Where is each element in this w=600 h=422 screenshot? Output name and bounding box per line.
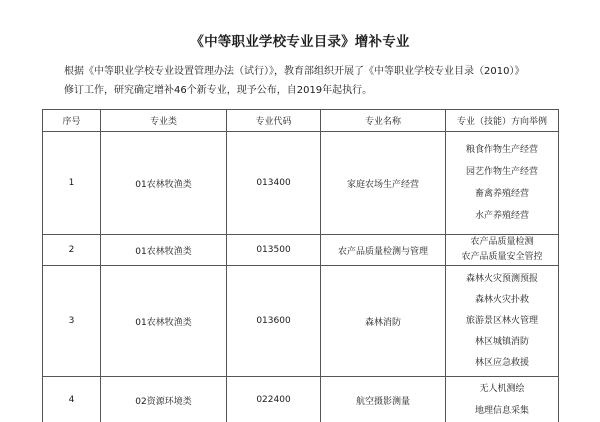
intro-line-1: 根据《中等职业学校专业设置管理办法（试行）》，教育部组织开展了《中等职业学校专业目录（2010）》 [64, 66, 525, 77]
cell-category: 01农林牧渔类 [101, 266, 227, 377]
direction-item: 森林火灾扑救 [474, 294, 529, 305]
table-row [43, 132, 559, 235]
cell-seq: 4 [43, 377, 101, 422]
intro-paragraph [64, 62, 564, 100]
cell-seq: 3 [43, 266, 101, 377]
direction-item: 农产品质量检测 [470, 237, 534, 247]
direction-item: 粮食作物生产经营 [465, 145, 538, 155]
cell-directions [446, 266, 559, 377]
cell-directions [446, 377, 559, 422]
cell-code: 013400 [227, 132, 321, 235]
direction-item: 无人机测绘 [479, 384, 525, 394]
cell-name: 农产品质量检测与管理 [321, 235, 446, 266]
table-row [43, 266, 559, 377]
table-row [43, 235, 559, 266]
header-directions: 专业（技能）方向举例 [446, 110, 559, 132]
cell-name: 家庭农场生产经营 [321, 132, 446, 235]
cell-code: 022400 [227, 377, 321, 422]
table-header-row [43, 110, 559, 132]
direction-item: 森林火灾预测预报 [465, 273, 538, 284]
direction-item: 农产品质量安全管控 [461, 252, 543, 262]
header-name: 专业名称 [321, 110, 446, 132]
cell-seq: 1 [43, 132, 101, 235]
cell-code: 013600 [227, 266, 321, 377]
direction-item: 林区城镇消防 [474, 336, 529, 347]
table-row [43, 377, 559, 422]
cell-name: 森林消防 [321, 266, 446, 377]
page-title: 《中等职业学校专业目录》增补专业 [190, 34, 410, 50]
cell-seq: 2 [43, 235, 101, 266]
header-code: 专业代码 [227, 110, 321, 132]
direction-item: 旅游景区林火管理 [465, 315, 538, 326]
majors-table [42, 109, 559, 422]
direction-item: 园艺作物生产经营 [465, 167, 538, 177]
header-seq: 序号 [43, 110, 101, 132]
direction-item: 林区应急救援 [474, 357, 529, 368]
cell-category: 01农林牧渔类 [101, 132, 227, 235]
header-category: 专业类 [101, 110, 227, 132]
cell-code: 013500 [227, 235, 321, 266]
intro-line-2: 修订工作，研究确定增补46个新专业，现予公布，自2019年起执行。 [64, 85, 373, 96]
direction-item: 水产养殖经营 [474, 211, 529, 221]
cell-directions [446, 235, 559, 266]
cell-directions [446, 132, 559, 235]
cell-name: 航空摄影测量 [321, 377, 446, 422]
cell-category: 01农林牧渔类 [101, 235, 227, 266]
direction-item: 地理信息采集 [474, 406, 529, 416]
direction-item: 畜禽养殖经营 [474, 189, 529, 199]
cell-category: 02资源环境类 [101, 377, 227, 422]
